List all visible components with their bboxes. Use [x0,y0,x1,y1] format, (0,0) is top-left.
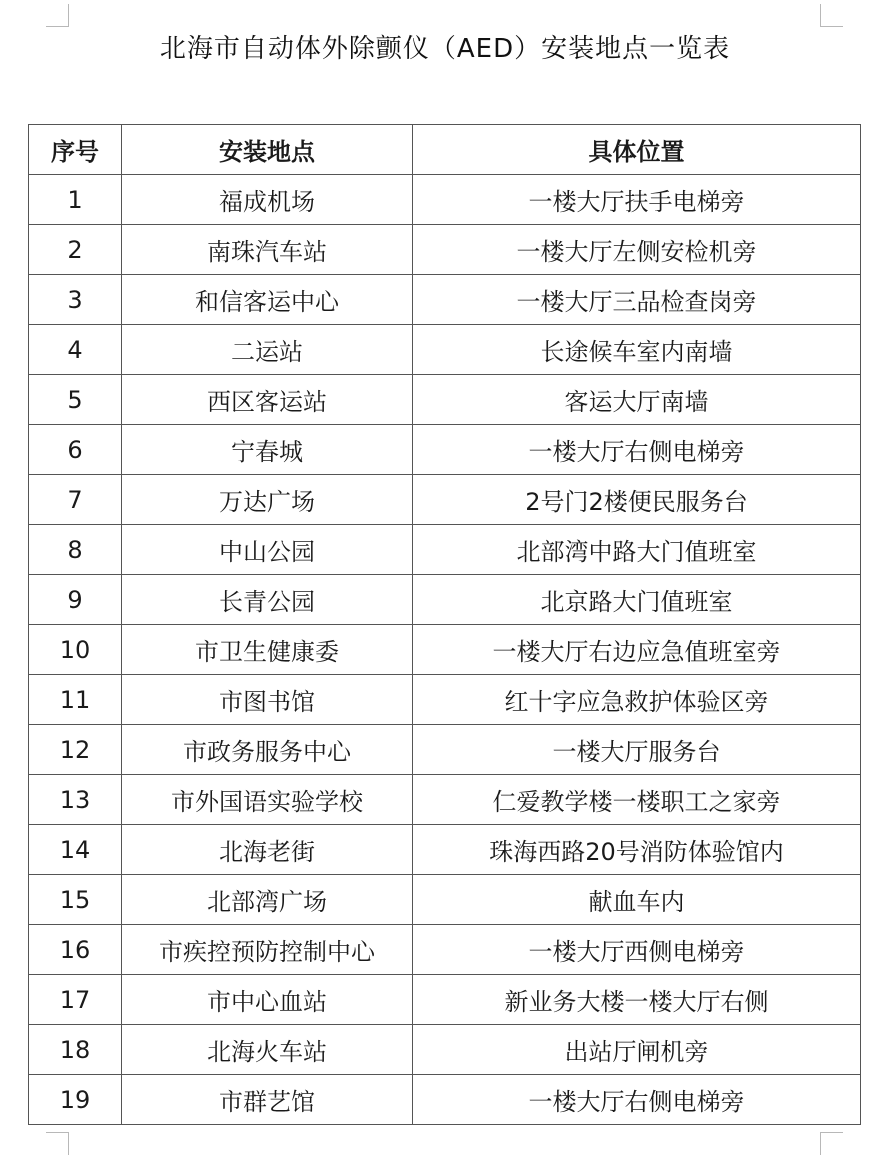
cell-specific-location: 珠海西路20号消防体验馆内 [413,825,861,875]
cell-serial-number: 4 [29,325,122,375]
page-title: 北海市自动体外除颤仪（AED）安装地点一览表 [159,34,731,64]
cell-serial-number: 9 [29,575,122,625]
crop-mark-top-left [46,4,69,27]
crop-mark-bottom-right [820,1132,843,1155]
cell-install-site: 和信客运中心 [122,275,413,325]
cell-specific-location: 一楼大厅左侧安检机旁 [413,225,861,275]
table-row [29,475,861,525]
cell-install-site: 市政务服务中心 [122,725,413,775]
crop-mark-top-right [820,4,843,27]
cell-serial-number: 15 [29,875,122,925]
cell-install-site: 市外国语实验学校 [122,775,413,825]
cell-serial-number: 1 [29,175,122,225]
cell-install-site: 二运站 [122,325,413,375]
table-row [29,725,861,775]
cell-serial-number: 14 [29,825,122,875]
cell-serial-number: 18 [29,1025,122,1075]
cell-specific-location: 北京路大门值班室 [413,575,861,625]
cell-specific-location: 出站厅闸机旁 [413,1025,861,1075]
table-row [29,575,861,625]
cell-specific-location: 北部湾中路大门值班室 [413,525,861,575]
cell-serial-number: 2 [29,225,122,275]
cell-specific-location: 2号门2楼便民服务台 [413,475,861,525]
header-specific-location: 具体位置 [413,125,861,175]
table-row [29,175,861,225]
cell-serial-number: 17 [29,975,122,1025]
table-row [29,675,861,725]
table-row [29,825,861,875]
cell-serial-number: 16 [29,925,122,975]
cell-specific-location: 长途候车室内南墙 [413,325,861,375]
cell-specific-location: 仁爱教学楼一楼职工之家旁 [413,775,861,825]
cell-serial-number: 13 [29,775,122,825]
cell-install-site: 市疾控预防控制中心 [122,925,413,975]
table-row [29,375,861,425]
cell-install-site: 市图书馆 [122,675,413,725]
table-row [29,975,861,1025]
cell-install-site: 南珠汽车站 [122,225,413,275]
table-row [29,325,861,375]
table-row [29,275,861,325]
cell-install-site: 西区客运站 [122,375,413,425]
cell-specific-location: 一楼大厅三品检查岗旁 [413,275,861,325]
table-row [29,1075,861,1125]
cell-specific-location: 新业务大楼一楼大厅右侧 [413,975,861,1025]
cell-specific-location: 一楼大厅右边应急值班室旁 [413,625,861,675]
cell-install-site: 市卫生健康委 [122,625,413,675]
aed-location-table [28,124,861,1125]
cell-specific-location: 红十字应急救护体验区旁 [413,675,861,725]
cell-specific-location: 一楼大厅服务台 [413,725,861,775]
crop-mark-bottom-left [46,1132,69,1155]
table-row [29,625,861,675]
cell-serial-number: 3 [29,275,122,325]
cell-serial-number: 19 [29,1075,122,1125]
table-header-row [29,125,861,175]
cell-specific-location: 一楼大厅西侧电梯旁 [413,925,861,975]
cell-serial-number: 7 [29,475,122,525]
table-row [29,1025,861,1075]
table-row [29,525,861,575]
cell-serial-number: 12 [29,725,122,775]
header-install-site: 安装地点 [122,125,413,175]
cell-serial-number: 6 [29,425,122,475]
cell-install-site: 万达广场 [122,475,413,525]
cell-serial-number: 8 [29,525,122,575]
cell-install-site: 福成机场 [122,175,413,225]
cell-install-site: 长青公园 [122,575,413,625]
cell-install-site: 北海老街 [122,825,413,875]
header-serial-number: 序号 [29,125,122,175]
cell-serial-number: 5 [29,375,122,425]
cell-install-site: 宁春城 [122,425,413,475]
table-row [29,775,861,825]
cell-install-site: 北海火车站 [122,1025,413,1075]
cell-specific-location: 客运大厅南墙 [413,375,861,425]
cell-install-site: 北部湾广场 [122,875,413,925]
cell-install-site: 市群艺馆 [122,1075,413,1125]
table-row [29,225,861,275]
cell-install-site: 中山公园 [122,525,413,575]
cell-specific-location: 一楼大厅右侧电梯旁 [413,1075,861,1125]
cell-install-site: 市中心血站 [122,975,413,1025]
table-row [29,425,861,475]
cell-serial-number: 11 [29,675,122,725]
cell-specific-location: 一楼大厅右侧电梯旁 [413,425,861,475]
cell-specific-location: 一楼大厅扶手电梯旁 [413,175,861,225]
table-row [29,925,861,975]
cell-specific-location: 献血车内 [413,875,861,925]
cell-serial-number: 10 [29,625,122,675]
table-row [29,875,861,925]
table-body [29,175,861,1125]
